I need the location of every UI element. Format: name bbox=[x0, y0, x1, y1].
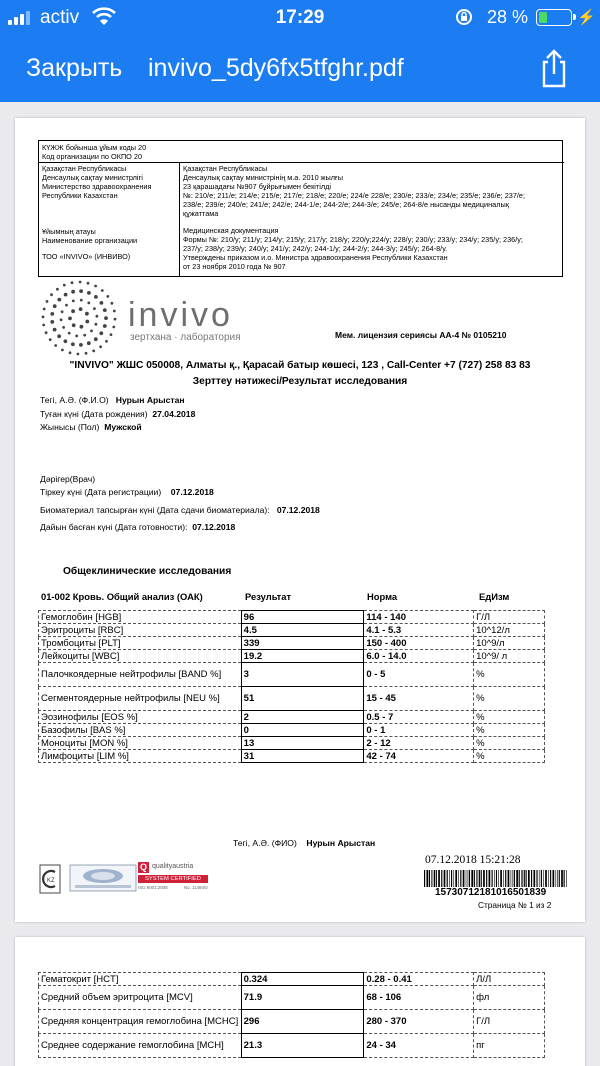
battery-icon bbox=[536, 9, 572, 26]
dob-value: 27.04.2018 bbox=[152, 409, 196, 419]
patient-name-row bbox=[40, 395, 185, 405]
approval-line: от 23 ноября 2010 года № 907 bbox=[183, 262, 286, 271]
result-value: 71.9 bbox=[241, 986, 364, 1010]
result-row bbox=[39, 663, 545, 687]
unit: пг bbox=[474, 1034, 545, 1058]
result-value: 3 bbox=[241, 663, 364, 687]
test-name: Средняя концентрация гемоглобина [MCHC] bbox=[39, 1010, 242, 1034]
registration-date: 07.12.2018 bbox=[170, 487, 214, 497]
norm-range: 0 - 1 bbox=[364, 724, 474, 737]
unit: % bbox=[474, 750, 545, 763]
result-row bbox=[39, 724, 545, 737]
norm-range: 114 - 140 bbox=[364, 611, 474, 624]
result-value: 13 bbox=[241, 737, 364, 750]
norm-range: 0.5 - 7 bbox=[364, 711, 474, 724]
test-name: Средний объем эритроцита [MCV] bbox=[39, 986, 242, 1010]
org-name-value: ТОО «INVIVO» (ИНВИВО) bbox=[42, 252, 131, 261]
result-value: 0 bbox=[241, 724, 364, 737]
close-button[interactable]: Закрыть bbox=[26, 54, 123, 82]
form-approval-block bbox=[180, 163, 563, 277]
result-value: 339 bbox=[241, 637, 364, 650]
test-name: Лимфоциты [LIM %] bbox=[39, 750, 242, 763]
approval-line: Медицинская документация bbox=[183, 226, 279, 235]
barcode-icon bbox=[423, 870, 569, 887]
brand-name: invivo bbox=[128, 296, 233, 334]
quality-austria-logo bbox=[138, 860, 210, 896]
test-name: Гематокрит [HCT] bbox=[39, 973, 242, 986]
approval-line: Қазақстан Республикасы bbox=[183, 164, 268, 173]
doctor-label: Дәрігер(Врач) bbox=[40, 474, 96, 484]
result-row bbox=[39, 973, 545, 986]
norm-range: 68 - 106 bbox=[364, 986, 474, 1010]
ministry-line: Қазақстан Республикасы bbox=[42, 164, 127, 173]
pdf-page-2 bbox=[15, 937, 585, 1066]
battery-level bbox=[539, 12, 547, 23]
test-name: Сегментоядерные нейтрофилы [NEU %] bbox=[39, 687, 242, 711]
test-name: Среднее содержание гемоглобина [MCH] bbox=[39, 1034, 242, 1058]
iso-certificate-logo-icon bbox=[69, 864, 137, 892]
pdf-page-1 bbox=[15, 118, 585, 922]
page-number: Страница № 1 из 2 bbox=[478, 900, 552, 910]
section-title: Общеклинические исследования bbox=[63, 566, 232, 577]
norm-range: 42 - 74 bbox=[364, 750, 474, 763]
cert-reg: No. 11494/0 bbox=[184, 885, 208, 890]
norm-range: 15 - 45 bbox=[364, 687, 474, 711]
approval-line: Формы №: 210/у; 211/у; 214/у; 215/у; 217/у; 218/у; 220/у;224/у; 228/у; 230/у; 233/у; 234/у; 235/у; 236/у; bbox=[183, 235, 523, 244]
unit: Л/Л bbox=[474, 973, 545, 986]
unit: Г/Л bbox=[474, 1010, 545, 1034]
approval-line: Денсаулық сақтау министрінің м.а. 2010 жылғы bbox=[183, 173, 343, 182]
test-name: Эозинофилы [EOS %] bbox=[39, 711, 242, 724]
quality-q-icon: Q bbox=[139, 862, 147, 872]
norm-range: 2 - 12 bbox=[364, 737, 474, 750]
registration-row bbox=[40, 487, 214, 497]
cert-standard: ISO 9001:2008 bbox=[138, 885, 168, 890]
cert-left-mark: KZ bbox=[47, 878, 55, 884]
signature-line bbox=[233, 838, 375, 848]
test-name: Базофилы [BAS %] bbox=[39, 724, 242, 737]
result-value: 96 bbox=[241, 611, 364, 624]
doctor-row bbox=[40, 474, 95, 484]
test-name: Тромбоциты [PLT] bbox=[39, 637, 242, 650]
ministry-line: Денсаулық сақтау министрлігі bbox=[42, 173, 143, 182]
test-name: Лейкоциты [WBC] bbox=[39, 650, 242, 663]
result-value: 296 bbox=[241, 1010, 364, 1034]
results-table-continued bbox=[38, 972, 545, 1058]
result-row bbox=[39, 1010, 545, 1034]
unit: % bbox=[474, 663, 545, 687]
signature-name: Нурын Арыстан bbox=[306, 838, 376, 848]
test-name: Палочкоядерные нейтрофилы [BAND %] bbox=[39, 663, 242, 687]
lab-address: "INVIVO" ЖШС 050008, Алматы қ., Қарасай батыр көшесі, 123 , Call-Center +7 (727) 258 83 83 bbox=[69, 360, 531, 371]
unit: 10^9/ л bbox=[474, 650, 545, 663]
approval-line: 238/е; 239/е; 240/е; 241/е; 242/е; 244-1/е; 244-2/е; 244-3/е; 245/е; 264-8/е нысанды медициналық bbox=[183, 200, 509, 209]
biomaterial-label: Биоматериал тапсырған күні (Дата сдачи биоматериала): bbox=[40, 505, 270, 515]
patient-dob-row bbox=[40, 409, 195, 419]
result-row bbox=[39, 737, 545, 750]
status-bar bbox=[0, 0, 600, 34]
approval-line: 237/у; 238/у; 239/у; 240/у; 241/у; 242/у; 244-1/у; 244-2/у; 244-3/у; 245/у; 264-8/у. bbox=[183, 244, 448, 253]
registration-label: Тіркеу күні (Дата регистрации) bbox=[40, 487, 162, 497]
result-value: 21.3 bbox=[241, 1034, 364, 1058]
norm-range: 280 - 370 bbox=[364, 1010, 474, 1034]
okpo-kz: КҮЖЖ бойынша ұйым коды 20 bbox=[42, 143, 147, 152]
result-value: 31 bbox=[241, 750, 364, 763]
result-row bbox=[39, 624, 545, 637]
unit: % bbox=[474, 724, 545, 737]
result-row bbox=[39, 650, 545, 663]
test-name: Моноциты [MON %] bbox=[39, 737, 242, 750]
result-value: 51 bbox=[241, 687, 364, 711]
unit: % bbox=[474, 687, 545, 711]
rotation-lock-icon bbox=[455, 8, 473, 26]
ready-row bbox=[40, 522, 235, 532]
sex-value: Мужской bbox=[104, 422, 142, 432]
ministry-line: Республики Казахстан bbox=[42, 191, 118, 200]
unit: % bbox=[474, 737, 545, 750]
approval-line: Утверждены приказом и.о. Министра здравоохранения Республики Казахстан bbox=[183, 253, 448, 262]
unit: % bbox=[474, 711, 545, 724]
invivo-logo-icon bbox=[39, 278, 119, 358]
norm-range: 4.1 - 5.3 bbox=[364, 624, 474, 637]
carrier-name: activ bbox=[40, 7, 80, 28]
patient-name: Нурын Арыстан bbox=[115, 395, 185, 405]
ministry-block bbox=[39, 163, 180, 277]
norm-range: 150 - 400 bbox=[364, 637, 474, 650]
results-table bbox=[38, 610, 545, 763]
ready-date: 07.12.2018 bbox=[192, 522, 236, 532]
norm-range: 0.28 - 0.41 bbox=[364, 973, 474, 986]
okpo-block bbox=[39, 141, 564, 163]
signature-label: Тегі, А.Ә. (ФИО) bbox=[233, 838, 297, 848]
approval-line: 23 қарашадағы №907 бұйрығымен бекітілді bbox=[183, 182, 332, 191]
result-row bbox=[39, 986, 545, 1010]
col-result-header: Результат bbox=[245, 591, 292, 602]
result-row bbox=[39, 687, 545, 711]
test-name: Эритроциты [RBC] bbox=[39, 624, 242, 637]
test-name: Гемоглобин [HGB] bbox=[39, 611, 242, 624]
okpo-ru: Код организации по ОКПО 20 bbox=[42, 152, 143, 161]
result-value: 4.5 bbox=[241, 624, 364, 637]
col-norm-header: Норма bbox=[367, 591, 398, 602]
unit: 10^9/л bbox=[474, 637, 545, 650]
license-number: Мем. лицензия сериясы АА-4 № 0105210 bbox=[335, 330, 507, 340]
document-title: invivo_5dy6fx5tfghr.pdf bbox=[148, 54, 404, 82]
org-name-label: Наименование организации bbox=[42, 236, 138, 245]
result-value: 2 bbox=[241, 711, 364, 724]
result-row bbox=[39, 1034, 545, 1058]
result-title: Зерттеу нәтижесі/Результат исследования bbox=[192, 376, 408, 387]
unit: Г/Л bbox=[474, 611, 545, 624]
patient-name-label: Тегі, А.Ә. (Ф.И.О) bbox=[40, 395, 109, 405]
sex-label: Жынысы (Пол) bbox=[40, 422, 100, 432]
ready-label: Дайын басған күні (Дата готовности): bbox=[40, 522, 188, 532]
result-row bbox=[39, 611, 545, 624]
share-icon[interactable] bbox=[534, 48, 574, 90]
charging-icon: ⚡ bbox=[577, 9, 596, 26]
patient-sex-row bbox=[40, 422, 142, 432]
norm-range: 24 - 34 bbox=[364, 1034, 474, 1058]
clock: 17:29 bbox=[275, 7, 325, 28]
approval-line: құжаттама bbox=[183, 209, 219, 218]
result-value: 19.2 bbox=[241, 650, 364, 663]
biomaterial-row bbox=[40, 505, 320, 515]
norm-range: 6.0 - 14.0 bbox=[364, 650, 474, 663]
nav-bar bbox=[0, 34, 600, 102]
result-value: 0.324 bbox=[241, 973, 364, 986]
unit: фл bbox=[474, 986, 545, 1010]
kz-certificate-logo-icon bbox=[39, 864, 61, 894]
ministry-line: Министерство здравоохранения bbox=[42, 182, 152, 191]
brand-subtitle: зертхана · лаборатория bbox=[130, 332, 241, 343]
barcode-number: 15730712181016501839 bbox=[435, 887, 547, 898]
dob-label: Туған күні (Дата рождения) bbox=[40, 409, 148, 419]
norm-range: 0 - 5 bbox=[364, 663, 474, 687]
cert-brand: qualityaustria bbox=[152, 863, 194, 870]
result-row bbox=[39, 711, 545, 724]
unit: 10^12/л bbox=[474, 624, 545, 637]
battery-percent: 28 % bbox=[487, 7, 529, 27]
approval-line: №: 210/е; 211/е; 214/е; 215/е; 217/е; 218/е; 220/е; 224/е 228/е; 230/е; 233/е; 234/е; 235/е; 236/е; 237/е; bbox=[183, 191, 526, 200]
result-row bbox=[39, 750, 545, 763]
print-timestamp: 07.12.2018 15:21:28 bbox=[425, 854, 521, 866]
form-header bbox=[38, 140, 563, 277]
col-unit-header: ЕдИзм bbox=[479, 591, 510, 602]
result-row bbox=[39, 637, 545, 650]
cert-text: SYSTEM CERTIFIED bbox=[138, 875, 208, 883]
org-name-label: Ұйымның атауы bbox=[42, 227, 96, 236]
test-title: 01-002 Кровь. Общий анализ (ОАК) bbox=[41, 591, 203, 602]
biomaterial-date: 07.12.2018 bbox=[276, 505, 320, 515]
